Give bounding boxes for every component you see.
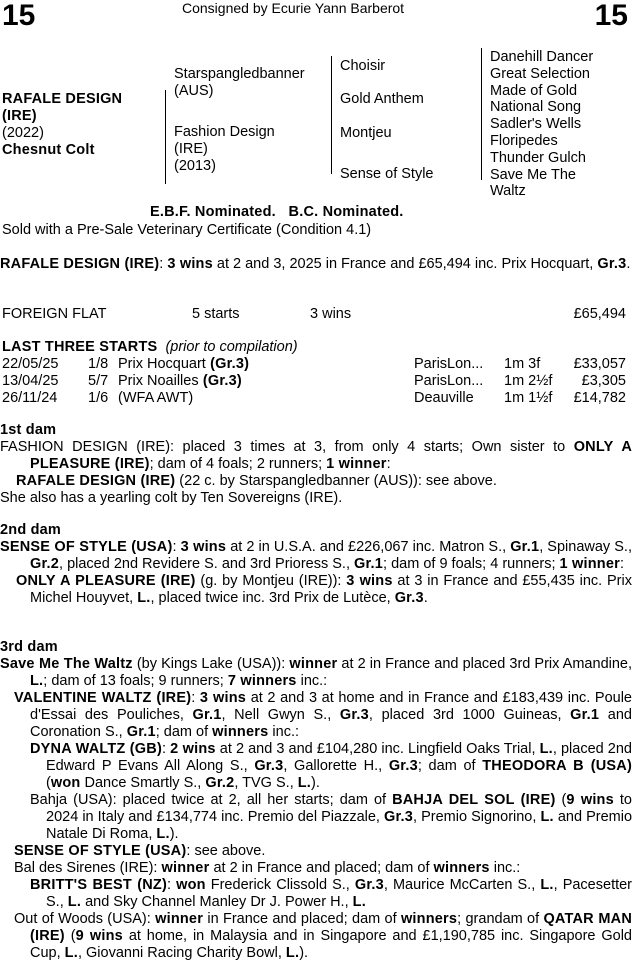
summary-grade: Gr.3 <box>597 256 627 272</box>
second-dam-p1 <box>0 539 632 573</box>
record-label: FOREIGN FLAT <box>2 306 107 322</box>
start-race: (WFA AWT) <box>118 390 194 406</box>
dam-name: Fashion Design <box>174 124 275 140</box>
text-run: THEODORA B (USA) <box>482 758 632 774</box>
text-run: ). <box>299 945 309 961</box>
record-starts: 5 starts <box>192 306 240 322</box>
first-dam-heading: 1st dam <box>0 422 57 438</box>
text-run: 3 wins <box>180 539 227 555</box>
text-run: 9 wins <box>75 928 123 944</box>
first-dam-p1b: ONLY A PLEASURE (IRE) <box>30 439 632 472</box>
summary-end: . <box>626 256 631 272</box>
gen3-3: Sense of Style <box>340 166 434 182</box>
first-dam-p1 <box>0 439 632 473</box>
third-dam-p8 <box>0 911 632 962</box>
text-run: 3 wins <box>346 573 393 589</box>
text-run: L. <box>30 673 44 689</box>
text-run: L. <box>156 826 170 842</box>
text-run: 2 wins <box>170 741 216 757</box>
first-dam-p1a: FASHION DESIGN (IRE): placed 3 times at 3, from only 4 starts; Own sister to <box>0 439 574 455</box>
text-run: L. <box>297 775 312 791</box>
text-run: VALENTINE WALTZ (IRE) <box>14 690 192 706</box>
vet-certificate: Sold with a Pre-Sale Veterinary Certificate (Condition 4.1) <box>2 222 372 238</box>
text-run: ONLY A PLEASURE (IRE) <box>16 573 196 589</box>
sire-block <box>174 66 305 100</box>
text-run: winner <box>289 656 338 672</box>
text-run: Gr.1 <box>510 539 540 555</box>
start-date: 13/04/25 <box>2 373 59 389</box>
text-run: at 2 in U.S.A. and £226,067 inc. Matron S., <box>226 539 511 555</box>
horse-name: RAFALE DESIGN <box>2 91 123 107</box>
second-dam-section <box>0 522 632 607</box>
text-run: BRITT'S BEST (NZ) <box>30 877 167 893</box>
text-run: Gr.1 <box>570 707 600 723</box>
first-dam-section <box>0 422 632 507</box>
text-run: , placed 3rd 1000 Guineas, <box>368 707 571 723</box>
third-dam-p5 <box>0 843 632 860</box>
third-dam-p1 <box>0 656 632 690</box>
text-run: , Premio Signorino, <box>413 809 541 825</box>
text-run: , placed twice inc. 3rd Prix de Lutèce, <box>150 590 395 606</box>
text-run: L. <box>352 894 366 910</box>
first-dam-p1d: 1 winner <box>326 456 387 472</box>
text-run: Gr.1 <box>126 724 156 740</box>
text-run: (by Kings Lake (USA)): <box>132 656 290 672</box>
text-run: , Spinaway S., <box>539 539 632 555</box>
text-run: . <box>423 590 428 606</box>
summary-text: at 2 and 3, 2025 in France and £65,494 inc. Prix Hocquart, <box>212 256 598 272</box>
text-run: ; dam of <box>417 758 483 774</box>
dam-suffix: (IRE) <box>174 141 208 157</box>
text-run: ; dam of 9 foals; 4 runners; <box>383 556 560 572</box>
start-pos: 5/7 <box>88 373 109 389</box>
text-run: Bahja (USA): placed twice at 2, all her starts; dam of <box>30 792 393 808</box>
text-run: L. <box>64 945 78 961</box>
text-run: Gr.2 <box>205 775 235 791</box>
start-pos: 1/6 <box>88 390 109 406</box>
text-run: L. <box>67 894 82 910</box>
text-run: Gr.2 <box>30 556 60 572</box>
gen4-4: Sadler's Wells <box>490 116 582 133</box>
text-run: L. <box>539 741 553 757</box>
summary-wins: 3 wins <box>167 256 213 272</box>
text-run: at 2 in France and placed; dam of <box>209 860 434 876</box>
text-run: ( <box>46 775 51 791</box>
text-run: ; dam of 13 foals; 9 runners; <box>43 673 228 689</box>
start-prize: £14,782 <box>573 390 626 406</box>
text-run: ). <box>169 826 179 842</box>
second-dam-p2 <box>0 573 632 607</box>
dam-year: (2013) <box>174 158 216 174</box>
text-run: Frederick Clissold S., <box>205 877 355 893</box>
start-course: ParisLon... <box>414 373 484 389</box>
gen3-0: Choisir <box>340 58 386 74</box>
first-dam-p3: She also has a yearling colt by Ten Sovereigns (IRE). <box>0 490 343 506</box>
last-three-note: (prior to compilation) <box>165 339 298 355</box>
text-run: SENSE OF STYLE (USA) <box>0 539 173 555</box>
first-dam-p2a: RAFALE DESIGN (IRE) <box>16 473 176 489</box>
start-prize: £33,057 <box>573 356 626 372</box>
text-run: winners <box>433 860 490 876</box>
text-run: , Gallorette H., <box>283 758 389 774</box>
text-run: inc.: <box>268 724 299 740</box>
text-run: Gr.3 <box>394 590 424 606</box>
text-run: Save Me The Waltz <box>0 656 133 672</box>
text-run: , placed 2nd Edward P Evans All Along S., <box>46 741 632 774</box>
text-run: won <box>176 877 206 893</box>
consignor: Consigned by Ecurie Yann Barberot <box>182 0 405 16</box>
text-run: winner <box>155 911 204 927</box>
start-dist: 1m 2½f <box>504 373 553 389</box>
text-run: DYNA WALTZ (GB) <box>30 741 162 757</box>
start-race: Prix Noailles (Gr.3) <box>118 373 242 389</box>
text-run: won <box>50 775 81 791</box>
text-run: BAHJA DEL SOL (IRE) <box>392 792 556 808</box>
third-dam-section <box>0 639 632 962</box>
text-run: 3 wins <box>199 690 247 706</box>
start-date: 22/05/25 <box>2 356 59 372</box>
text-run: : <box>619 556 624 572</box>
gen4-block <box>490 49 593 200</box>
text-run: , Giovanni Racing Charity Bowl, <box>77 945 286 961</box>
text-run: Gr.3 <box>254 758 284 774</box>
third-dam-p6 <box>0 860 632 877</box>
text-run: 1 winner <box>559 556 620 572</box>
text-run: Bal des Sirenes (IRE): <box>14 860 162 876</box>
last-three-title: LAST THREE STARTS <box>2 339 158 355</box>
text-run: to 2024 in Italy and £134,774 inc. Premio del Piazzale, <box>46 792 632 825</box>
start-prize: £3,305 <box>581 373 626 389</box>
text-run: at home, in Malaysia and in Singapore and £1,190,785 inc. Singapore Gold Cup, <box>30 928 632 961</box>
text-run: , TVG S., <box>234 775 298 791</box>
start-dist: 1m 1½f <box>504 390 553 406</box>
text-run: Gr.1 <box>354 556 384 572</box>
gen4-2: Made of Gold <box>490 82 578 99</box>
text-run: : see above. <box>186 843 266 859</box>
text-run: L. <box>137 590 151 606</box>
text-run: SENSE OF STYLE (USA) <box>14 843 187 859</box>
third-dam-heading: 3rd dam <box>0 639 58 655</box>
text-run: Gr.3 <box>388 758 418 774</box>
start-race: Prix Hocquart (Gr.3) <box>118 356 250 372</box>
text-run: QATAR MAN (IRE) <box>30 911 632 944</box>
text-run: at 2 and 3 and £104,280 inc. Lingfield Oaks Trial, <box>215 741 540 757</box>
summary-name: RAFALE DESIGN (IRE) <box>0 256 160 272</box>
nominations: E.B.F. Nominated. B.C. Nominated. <box>150 204 404 220</box>
text-run: ( <box>64 928 76 944</box>
race-summary: RAFALE DESIGN (IRE): 3 wins at 2 and 3, 2025 in France and £65,494 inc. Prix Hocquart, Gr.3. <box>0 256 631 272</box>
text-run: : <box>161 741 171 757</box>
first-dam-p2 <box>0 473 632 490</box>
text-run: ; dam of <box>155 724 213 740</box>
text-run: : <box>191 690 200 706</box>
gen3-1: Gold Anthem <box>340 91 424 107</box>
text-run: , Pacesetter S., <box>46 877 633 910</box>
start-pos: 1/8 <box>88 356 109 372</box>
record-earnings: £65,494 <box>573 306 626 322</box>
text-run: inc.: <box>489 860 521 876</box>
record-wins: 3 wins <box>310 306 352 322</box>
gen4-1: Great Selection <box>490 65 590 82</box>
text-run: Gr.1 <box>192 707 222 723</box>
text-run: Out of Woods (USA): <box>14 911 156 927</box>
third-dam-p7 <box>0 877 632 911</box>
text-run: 7 winners <box>227 673 297 689</box>
horse-block <box>2 91 122 159</box>
text-run: (g. by Montjeu (IRE)): <box>195 573 347 589</box>
third-dam-p4 <box>0 792 632 843</box>
text-run: inc.: <box>296 673 328 689</box>
text-run: L. <box>540 877 554 893</box>
third-dam-p2 <box>0 690 632 741</box>
lot-number-right: 15 <box>594 0 628 32</box>
gen4-8: Waltz <box>490 183 526 200</box>
start-dist: 1m 3f <box>504 356 541 372</box>
text-run: winners <box>212 724 269 740</box>
dam-block <box>174 124 275 175</box>
text-run: L. <box>285 945 300 961</box>
text-run: and Premio Natale Di Roma, <box>46 809 633 842</box>
first-dam-p2b: (22 c. by Starspangledbanner (AUS)): see above. <box>175 473 497 489</box>
text-run: ; grandam of <box>457 911 544 927</box>
text-run: Gr.3 <box>354 877 384 893</box>
text-run: ( <box>555 792 567 808</box>
text-run: , placed 2nd Revidere S. and 3rd Prioress S., <box>59 556 355 572</box>
gen4-5: Floripedes <box>490 132 558 149</box>
start-date: 26/11/24 <box>2 390 58 406</box>
text-run: Dance Smartly S., <box>80 775 206 791</box>
sire-suffix: (AUS) <box>174 83 214 99</box>
start-grade: (Gr.3) <box>198 373 242 389</box>
last-three-heading <box>2 339 298 356</box>
horse-suffix: (IRE) <box>2 108 37 124</box>
lot-number-left: 15 <box>2 0 36 32</box>
gen4-0: Danehill Dancer <box>490 49 594 65</box>
start-course: Deauville <box>414 390 474 406</box>
text-run: winners <box>400 911 458 927</box>
first-dam-p1e: : <box>386 456 391 472</box>
gen3-2: Montjeu <box>340 125 392 141</box>
text-run: , Maurice McCarten S., <box>383 877 541 893</box>
gen4-6: Thunder Gulch <box>490 149 586 166</box>
text-run: in France and placed; dam of <box>203 911 401 927</box>
text-run: and Coronation S., <box>30 707 632 740</box>
text-run: : <box>172 539 181 555</box>
text-run: Gr.3 <box>339 707 369 723</box>
horse-year: (2022) <box>2 125 44 141</box>
gen4-3: National Song <box>490 99 582 116</box>
second-dam-heading: 2nd dam <box>0 522 62 538</box>
sire-name: Starspangledbanner <box>174 66 305 82</box>
horse-sex: Chesnut Colt <box>2 142 95 158</box>
text-run: at 2 and 3 at home and in France and £183,439 inc. Poule d'Essai des Pouliches, <box>30 690 633 723</box>
third-dam-p3 <box>0 741 632 792</box>
first-dam-p1c: ; dam of 4 foals; 2 runners; <box>149 456 327 472</box>
text-run: : <box>167 877 177 893</box>
text-run: at 3 in France and £55,435 inc. Prix Michel Houyvet, <box>30 573 632 606</box>
text-run: Gr.3 <box>384 809 414 825</box>
pedigree-divider-3 <box>481 48 482 180</box>
start-grade: (Gr.3) <box>205 356 250 372</box>
text-run: 9 wins <box>566 792 614 808</box>
text-run: ). <box>311 775 320 791</box>
text-run: at 2 in France and placed 3rd Prix Amandine, <box>337 656 633 672</box>
start-course: ParisLon... <box>414 356 484 372</box>
text-run: and Sky Channel Manley Dr J. Power H., <box>81 894 353 910</box>
pedigree-divider-2 <box>331 56 332 174</box>
pedigree-divider-1 <box>165 90 166 184</box>
text-run: L. <box>540 809 554 825</box>
text-run: winner <box>161 860 210 876</box>
text-run: , Nell Gwyn S., <box>221 707 340 723</box>
gen4-7: Save Me The <box>490 166 576 183</box>
